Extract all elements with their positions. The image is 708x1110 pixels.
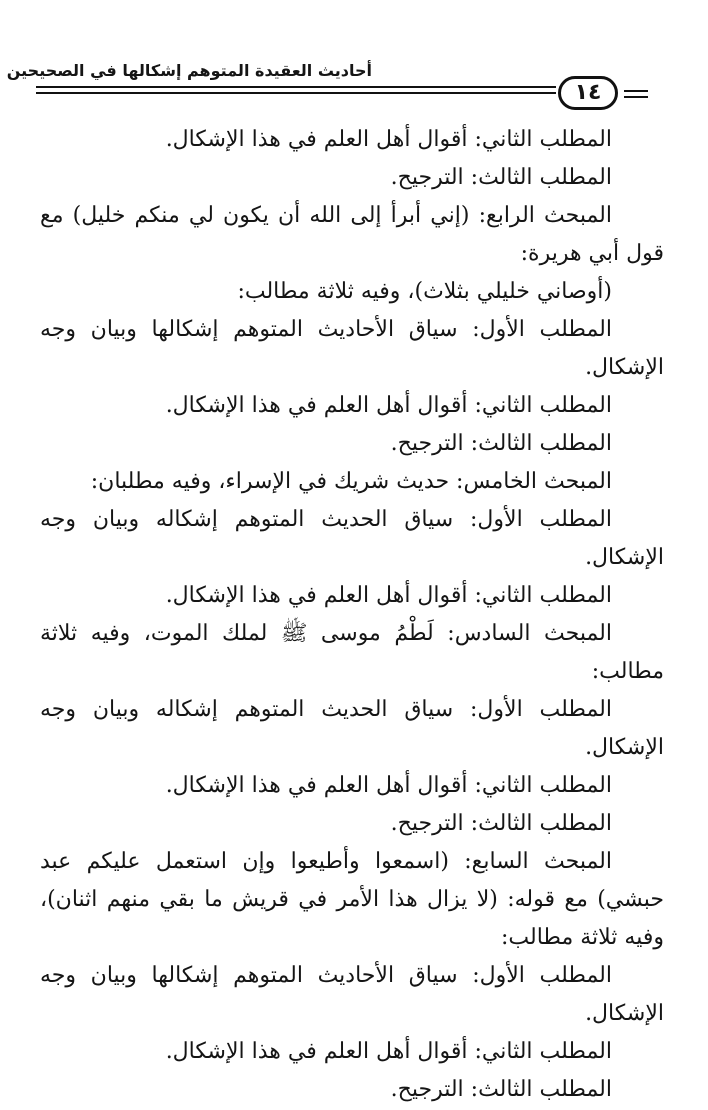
page-number-rule-top — [624, 90, 648, 92]
running-header — [6, 58, 672, 110]
outline-entry: المطلب الأول: سياق الحديث المتوهم إشكاله وبيان وجه الإشكال. — [40, 507, 664, 570]
outline-entry: المبحث السابع: (اسمعوا وأطيعوا وإن استعمل عليكم عبد حبشي) مع قوله: (لا يزال هذا الأمر في قريش ما بقي منهم اثنان)، وفيه ثلاثة مطالب: — [40, 849, 664, 950]
outline-entry: المطلب الثاني: أقوال أهل العلم في هذا الإشكال. — [165, 127, 612, 152]
outline-entry: المطلب الثاني: أقوال أهل العلم في هذا الإشكال. — [165, 773, 612, 798]
outline-entry: المطلب الثالث: الترجيح. — [390, 431, 612, 456]
outline-entry: المطلب الثالث: الترجيح. — [390, 1077, 612, 1102]
outline-entry: (أوصاني خليلي بثلاث)، وفيه ثلاثة مطالب: — [237, 279, 612, 304]
page-number: ١٤ — [558, 76, 618, 110]
outline-entry: المطلب الأول: سياق الأحاديث المتوهم إشكالها وبيان وجه الإشكال. — [40, 317, 664, 380]
header-rule-bottom — [36, 92, 556, 94]
outline-entry: المبحث الخامس: حديث شريك في الإسراء، وفيه مطلبان: — [90, 469, 612, 494]
outline-entry: المطلب الثاني: أقوال أهل العلم في هذا الإشكال. — [165, 393, 612, 418]
outline-entry: المطلب الأول: سياق الحديث المتوهم إشكاله وبيان وجه الإشكال. — [40, 697, 664, 760]
outline-entry: المطلب الثالث: الترجيح. — [390, 165, 612, 190]
outline-entry: المطلب الثاني: أقوال أهل العلم في هذا الإشكال. — [165, 583, 612, 608]
page-number-rule-bottom — [624, 96, 648, 98]
page-content — [40, 121, 664, 1109]
outline-entry: المبحث السادس: لَطْمُ موسى ﷺ لملك الموت، وفيه ثلاثة مطالب: — [40, 621, 664, 684]
outline-entry: المطلب الأول: سياق الأحاديث المتوهم إشكالها وبيان وجه الإشكال. — [40, 963, 664, 1026]
header-rule-top — [36, 86, 556, 88]
outline-entry: المطلب الثاني: أقوال أهل العلم في هذا الإشكال. — [165, 1039, 612, 1064]
outline-entry: المبحث الرابع: (إني أبرأ إلى الله أن يكون لي منكم خليل) مع قول أبي هريرة: — [40, 203, 664, 266]
outline-entry: المطلب الثالث: الترجيح. — [390, 811, 612, 836]
book-title: أحاديث العقيدة المتوهم إشكالها في الصحيحين — [6, 61, 372, 80]
